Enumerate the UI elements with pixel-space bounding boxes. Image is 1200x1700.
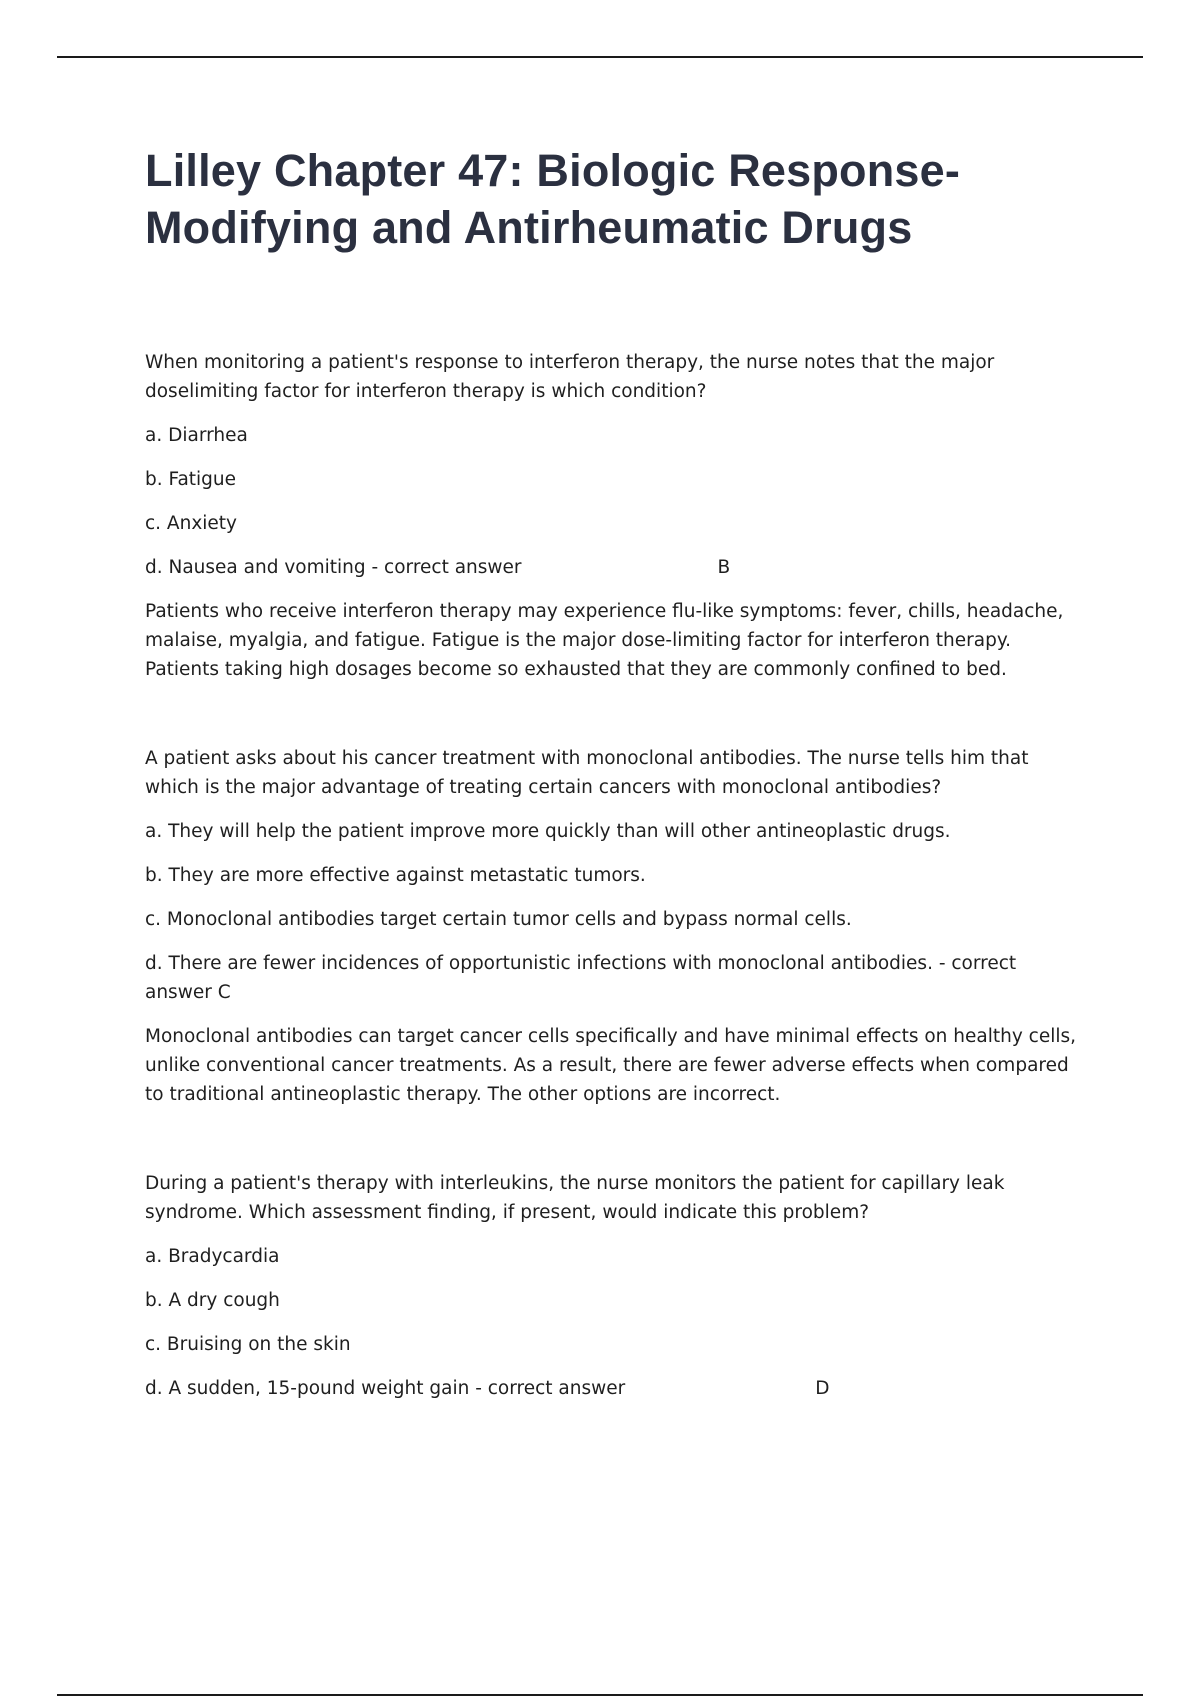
option-d-with-answer	[145, 553, 1085, 582]
option-d: d. A sudden, 15-pound weight gain - correct answer	[145, 1378, 626, 1399]
question-2	[145, 744, 1085, 1109]
option-a: a. They will help the patient improve more quickly than will other antineoplastic drugs.	[145, 821, 951, 842]
correct-answer-key: B	[717, 557, 731, 578]
question-stem: When monitoring a patient's response to interferon therapy, the nurse notes that the major doselimiting factor for interferon therapy is which condition?	[145, 352, 995, 402]
option-c: c. Monoclonal antibodies target certain tumor cells and bypass normal cells.	[145, 909, 852, 930]
option-c: c. Bruising on the skin	[145, 1334, 351, 1355]
document-title: Lilley Chapter 47: Biologic Response-Modifying and Antirheumatic Drugs	[145, 145, 961, 253]
option-c: c. Anxiety	[145, 513, 237, 534]
option-d: d. Nausea and vomiting - correct answer	[145, 557, 522, 578]
question-1	[145, 348, 1085, 684]
top-rule	[57, 56, 1143, 58]
option-b: b. A dry cough	[145, 1290, 280, 1311]
correct-answer-key: D	[815, 1378, 830, 1399]
correct-answer-key: C	[217, 982, 231, 1003]
option-a: a. Bradycardia	[145, 1246, 280, 1267]
answer-rationale: Patients who receive interferon therapy may experience flu-like symptoms: fever, chills, headache, malaise, myalgia, and fatigue. Fatigue is the major dose-limiting factor for interferon therapy. Patients taking high dosages become so exhausted that they are commonly confined to bed.	[145, 601, 1064, 680]
question-3	[145, 1169, 1085, 1403]
option-d-with-answer	[145, 1374, 1085, 1403]
question-list	[145, 348, 1085, 1403]
answer-rationale: Monoclonal antibodies can target cancer cells specifically and have minimal effects on healthy cells, unlike conventional cancer treatments. As a result, there are fewer adverse effects when compared to traditional antineoplastic therapy. The other options are incorrect.	[145, 1026, 1077, 1105]
option-d: d. There are fewer incidences of opportunistic infections with monoclonal antibodies. - correct answer	[145, 953, 1017, 1003]
question-stem: During a patient's therapy with interleukins, the nurse monitors the patient for capillary leak syndrome. Which assessment finding, if present, would indicate this problem?	[145, 1173, 1005, 1223]
document-body	[145, 142, 1085, 1463]
option-b: b. Fatigue	[145, 469, 237, 490]
bottom-rule	[57, 1694, 1143, 1696]
option-b: b. They are more effective against metastatic tumors.	[145, 865, 646, 886]
option-a: a. Diarrhea	[145, 425, 248, 446]
option-d-with-answer	[145, 949, 1085, 1007]
question-stem: A patient asks about his cancer treatment with monoclonal antibodies. The nurse tells him that which is the major advantage of treating certain cancers with monoclonal antibodies?	[145, 748, 1029, 798]
